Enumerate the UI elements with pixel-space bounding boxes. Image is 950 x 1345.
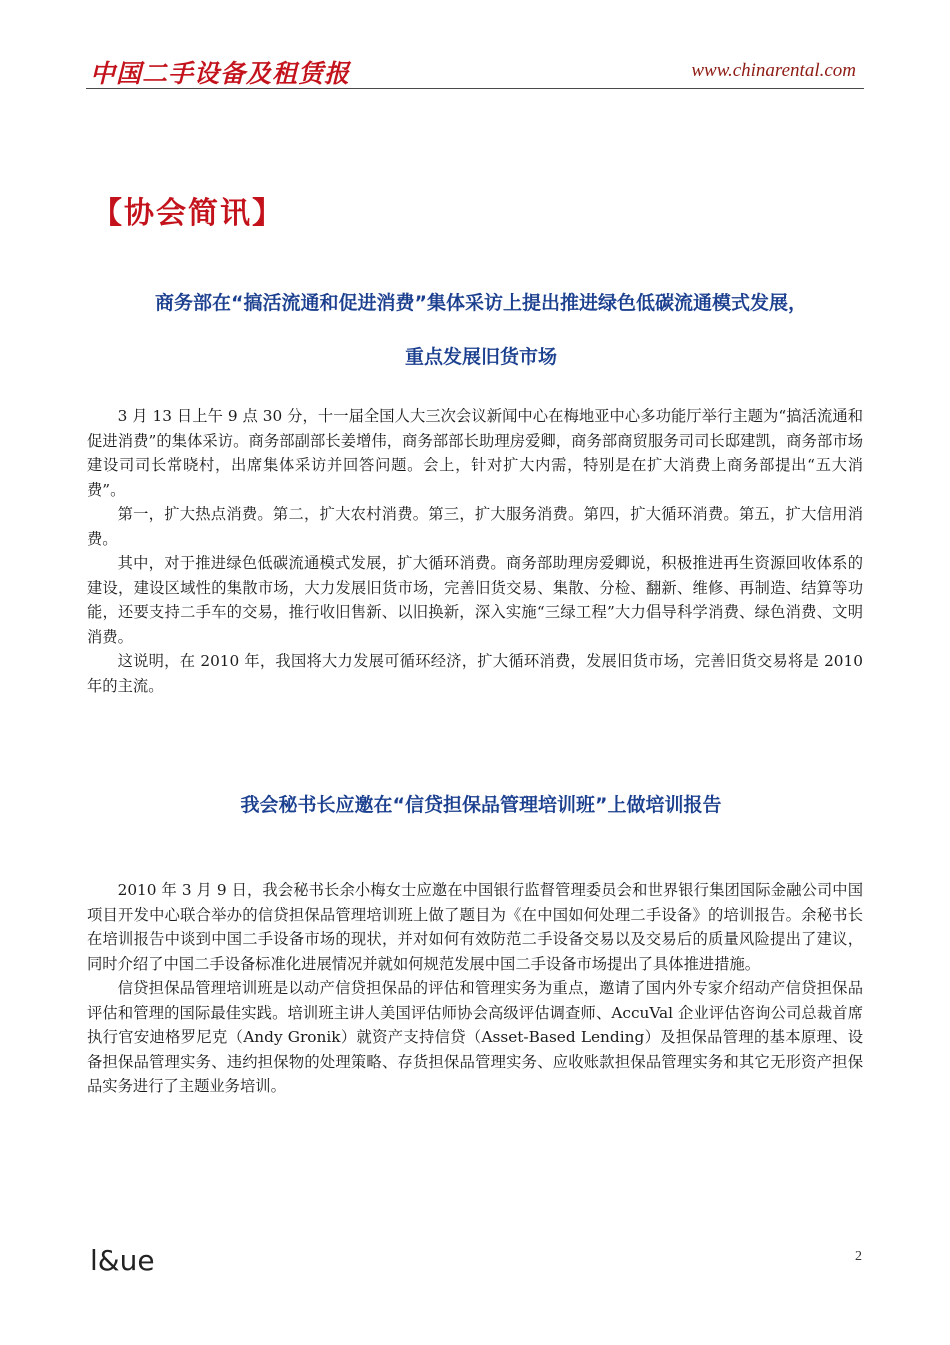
section-title: 【协会简讯】 (92, 196, 284, 231)
page-number: 2 (855, 1249, 862, 1264)
article2-title: 我会秘书长应邀在“信贷担保品管理培训班”上做培训报告 (240, 794, 722, 816)
logo-text: l&ue (90, 1244, 155, 1276)
article1-title-line1: 商务部在“搞活流通和促进消费”集体采访上提出推进绿色低碳流通模式发展， (155, 292, 807, 314)
website-url: www.chinarental.com (691, 60, 856, 81)
article1-body (87, 404, 863, 698)
article2-body (87, 878, 863, 1099)
article2-paragraph: 信贷担保品管理培训班是以动产信贷担保品的评估和管理实务为重点，邀请了国内外专家介绍动产信贷担保品评估和管理的国际最佳实践。培训班主讲人美国评估师协会高级评估调查师、AccuVal 企业评估咨询公司总裁首席执行官安迪格罗尼克（Andy Gronik）就资产支持信贷（Asset-Based Lending）及担保品管理的基本原理、设备担保品管理实务、违约担保物的处理策略、存货担保品管理实务、应收账款担保品管理实务和其它无形资产担保品实务进行了主题业务培训。 (87, 979, 863, 1095)
article2-paragraph: 2010 年 3 月 9 日，我会秘书长余小梅女士应邀在中国银行监督管理委员会和世界银行集团国际金融公司中国项目开发中心联合举办的信贷担保品管理培训班上做了题目为《在中国如何处理二手设备》的培训报告。余秘书长在培训报告中谈到中国二手设备市场的现状，并对如何有效防范二手设备交易以及交易后的质量风险提出了建议，同时介绍了中国二手设备标准化进展情况并就如何规范发展中国二手设备市场提出了具体推进措施。 (87, 881, 863, 973)
lue-logo (90, 1244, 170, 1276)
header-divider (86, 88, 864, 89)
article1-paragraph: 这说明，在 2010 年，我国将大力发展可循环经济，扩大循环消费，发展旧货市场，完善旧货交易将是 2010 年的主流。 (87, 652, 863, 695)
article1-paragraph: 3 月 13 日上午 9 点 30 分，十一届全国人大三次会议新闻中心在梅地亚中心多功能厅举行主题为“搞活流通和促进消费”的集体采访。商务部副部长姜增伟，商务部部长助理房爱卿，商务部商贸服务司司长邸建凯，商务部市场建设司司长常晓村，出席集体采访并回答问题。会上，针对扩大内需，特别是在扩大消费上商务部提出“五大消费”。 (87, 407, 863, 499)
article1-paragraph: 其中，对于推进绿色低碳流通模式发展，扩大循环消费。商务部助理房爱卿说，积极推进再生资源回收体系的建设，建设区域性的集散市场，大力发展旧货市场，完善旧货交易、集散、分检、翻新、维修、再制造、结算等功能，还要支持二手车的交易，推行收旧售新、以旧换新，深入实施“三绿工程”大力倡导科学消费、绿色消费、文明消费。 (87, 554, 863, 646)
article1-paragraph: 第一，扩大热点消费。第二，扩大农村消费。第三，扩大服务消费。第四，扩大循环消费。第五，扩大信用消费。 (87, 505, 863, 548)
newspaper-title: 中国二手设备及租赁报 (90, 59, 351, 88)
article1-title-line2: 重点发展旧货市场 (404, 346, 557, 368)
